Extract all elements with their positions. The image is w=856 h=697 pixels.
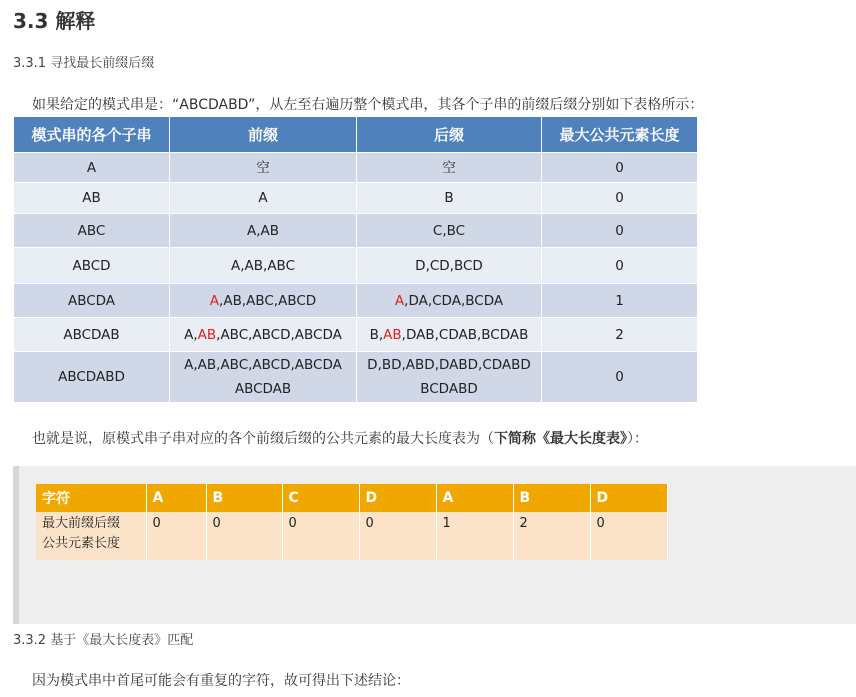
length-table-header-row bbox=[36, 484, 667, 512]
prefix-highlight: A bbox=[209, 292, 220, 309]
suffix-text: B bbox=[444, 190, 454, 206]
column-header-prefix: 前缀 bbox=[170, 117, 357, 153]
max-length-cell: 2 bbox=[542, 318, 698, 352]
suffix-highlight: A bbox=[394, 292, 405, 309]
prefix-cell bbox=[170, 248, 357, 284]
suffix-line-2: BCDABD bbox=[420, 381, 478, 397]
prefix-text: 空 bbox=[256, 159, 270, 176]
char-header-label: 字符 bbox=[36, 484, 146, 512]
prefix-text: A,AB,ABC bbox=[231, 257, 295, 274]
suffix-cell bbox=[357, 248, 542, 284]
substring-cell: ABCD bbox=[14, 248, 170, 284]
summary-bold: 下简称《最大长度表》 bbox=[494, 431, 627, 447]
prefix-text: ,AB,ABC,ABCD bbox=[219, 292, 317, 309]
length-table-value-row bbox=[36, 512, 667, 560]
max-length-table bbox=[36, 484, 668, 560]
summary-before: 也就是说，原模式串子串对应的各个前缀后缀的公共元素的最大长度表为（ bbox=[32, 431, 494, 447]
table-row bbox=[14, 214, 698, 248]
prefix-cell bbox=[170, 183, 357, 214]
suffix-cell bbox=[357, 214, 542, 248]
prefix-suffix-table bbox=[13, 116, 698, 403]
char-header: B bbox=[513, 484, 590, 512]
length-row-label bbox=[36, 512, 146, 560]
max-length-cell: 0 bbox=[542, 214, 698, 248]
length-row-label-line-2: 公共元素长度 bbox=[42, 536, 121, 551]
table-row bbox=[14, 153, 698, 183]
section-heading: 3.3 解释 bbox=[13, 9, 96, 33]
column-header-substring: 模式串的各个子串 bbox=[14, 117, 170, 153]
max-length-cell: 1 bbox=[542, 284, 698, 318]
prefix-cell bbox=[170, 214, 357, 248]
prefix-cell bbox=[170, 318, 357, 352]
suffix-text: C,BC bbox=[432, 222, 466, 239]
suffix-cell bbox=[357, 183, 542, 214]
prefix-lead: A, bbox=[184, 326, 198, 343]
char-header: B bbox=[206, 484, 282, 512]
table-header-row bbox=[14, 117, 698, 153]
subsection-heading-find-prefix-suffix: 3.3.1 寻找最长前缀后缀 bbox=[13, 56, 155, 71]
intro-paragraph: 如果给定的模式串是：“ABCDABD”，从左至右遍历整个模式串，其各个子串的前缀后缀分别如下表格所示： bbox=[32, 97, 704, 113]
substring-cell: A bbox=[14, 153, 170, 183]
suffix-cell bbox=[357, 284, 542, 318]
suffix-cell bbox=[357, 318, 542, 352]
substring-cell: ABC bbox=[14, 214, 170, 248]
max-length-cell: 0 bbox=[542, 183, 698, 214]
substring-cell: ABCDA bbox=[14, 284, 170, 318]
substring-cell: ABCDABD bbox=[14, 352, 170, 403]
length-value-cell: 0 bbox=[206, 512, 282, 560]
length-value-cell: 0 bbox=[590, 512, 667, 560]
char-header: A bbox=[436, 484, 513, 512]
prefix-text: A bbox=[258, 190, 268, 206]
conclusion-paragraph: 因为模式串中首尾可能会有重复的字符，故可得出下述结论： bbox=[32, 673, 410, 689]
length-row-label-line-1: 最大前缀后缀 bbox=[42, 516, 121, 531]
column-header-max-length: 最大公共元素长度 bbox=[542, 117, 698, 153]
prefix-cell bbox=[170, 284, 357, 318]
suffix-cell bbox=[357, 352, 542, 403]
table-row bbox=[14, 248, 698, 284]
char-header: D bbox=[359, 484, 436, 512]
max-length-cell: 0 bbox=[542, 248, 698, 284]
length-value-cell: 0 bbox=[146, 512, 206, 560]
prefix-cell bbox=[170, 153, 357, 183]
length-value-cell: 0 bbox=[282, 512, 359, 560]
substring-cell: AB bbox=[14, 183, 170, 214]
length-value-cell: 1 bbox=[436, 512, 513, 560]
suffix-text: ,DA,CDA,BCDA bbox=[404, 292, 504, 309]
char-header: C bbox=[282, 484, 359, 512]
subsection-heading-matching: 3.3.2 基于《最大长度表》匹配 bbox=[13, 633, 194, 648]
substring-cell: ABCDAB bbox=[14, 318, 170, 352]
char-header: A bbox=[146, 484, 206, 512]
prefix-highlight: AB bbox=[197, 326, 217, 343]
suffix-text: ,DAB,CDAB,BCDAB bbox=[401, 326, 529, 343]
suffix-highlight: AB bbox=[383, 326, 402, 343]
max-length-cell: 0 bbox=[542, 153, 698, 183]
table-row bbox=[14, 183, 698, 214]
suffix-lead: B, bbox=[369, 326, 384, 343]
length-value-cell: 2 bbox=[513, 512, 590, 560]
suffix-cell bbox=[357, 153, 542, 183]
prefix-text: A,AB bbox=[246, 222, 280, 239]
prefix-line-2: ABCDAB bbox=[234, 381, 292, 397]
suffix-text: D,CD,BCD bbox=[415, 257, 483, 274]
suffix-line-1: D,BD,ABD,DABD,CDABD bbox=[367, 357, 531, 373]
prefix-line-1: A,AB,ABC,ABCD,ABCDA bbox=[184, 357, 342, 373]
prefix-cell bbox=[170, 352, 357, 403]
length-value-cell: 0 bbox=[359, 512, 436, 560]
suffix-text: 空 bbox=[442, 159, 456, 176]
column-header-suffix: 后缀 bbox=[357, 117, 542, 153]
summary-after: ）： bbox=[627, 431, 648, 447]
prefix-text: ,ABC,ABCD,ABCDA bbox=[216, 326, 342, 343]
table-row bbox=[14, 318, 698, 352]
table-row bbox=[14, 352, 698, 403]
max-length-cell: 0 bbox=[542, 352, 698, 403]
table-row bbox=[14, 284, 698, 318]
summary-paragraph bbox=[32, 428, 648, 448]
char-header: D bbox=[590, 484, 667, 512]
